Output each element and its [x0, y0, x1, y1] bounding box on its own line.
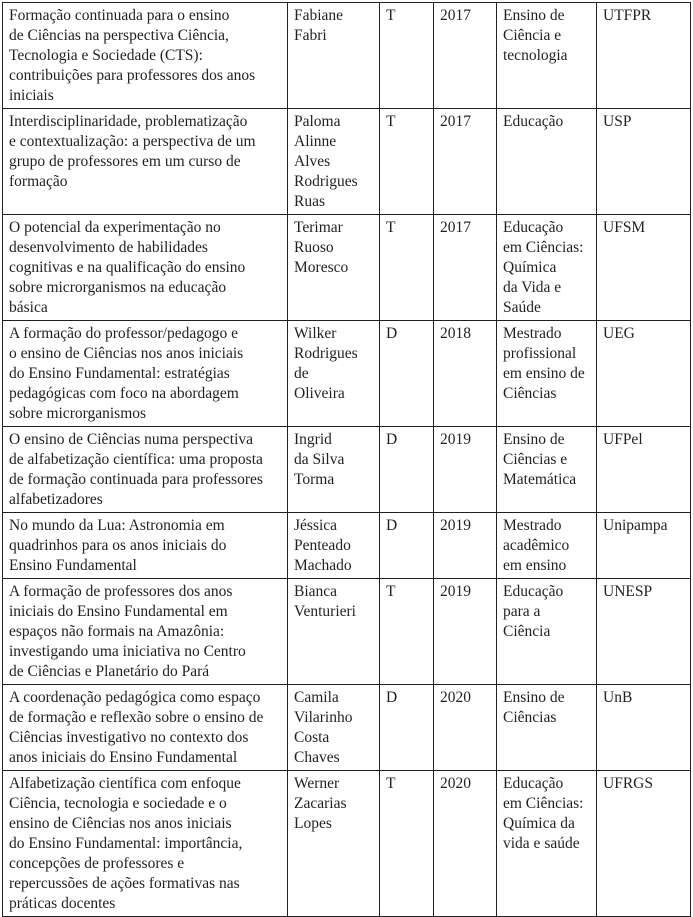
- program-cell: [497, 427, 597, 513]
- institution-cell: [597, 685, 691, 771]
- title-cell: [3, 771, 288, 917]
- program-line: em ensino: [503, 557, 567, 574]
- table-row: [3, 321, 691, 427]
- author-line: Paloma: [294, 113, 341, 130]
- institution-cell: [597, 3, 691, 109]
- year-cell: [434, 685, 497, 771]
- program-line: em Ciências:: [503, 239, 584, 256]
- year-cell: [434, 579, 497, 685]
- title-line: de alfabetização científica: uma proposta: [9, 451, 263, 468]
- year-text: 2019: [440, 431, 471, 448]
- program-line: Mestrado: [503, 325, 562, 342]
- title-line: e contextualização: a perspectiva de um: [9, 133, 256, 150]
- author-cell: [288, 3, 380, 109]
- program-line: Educação: [503, 775, 564, 792]
- title-cell: [3, 109, 288, 215]
- table-body: [3, 3, 691, 917]
- title-line: Formação continuada para o ensino: [9, 7, 230, 24]
- year-text: 2020: [440, 775, 471, 792]
- program-line: para a: [503, 603, 541, 620]
- title-line: Interdisciplinaridade, problematização: [9, 113, 248, 130]
- title-cell: [3, 579, 288, 685]
- institution-cell: [597, 321, 691, 427]
- institution-cell: [597, 215, 691, 321]
- title-line: desenvolvimento de habilidades: [9, 239, 208, 256]
- institution-text: Unipampa: [603, 517, 668, 534]
- year-text: 2017: [440, 113, 471, 130]
- program-cell: [497, 513, 597, 579]
- title-line: O potencial da experimentação no: [9, 219, 221, 236]
- institution-cell: [597, 771, 691, 917]
- type-text: T: [386, 583, 396, 600]
- program-line: Matemática: [503, 471, 577, 488]
- type-cell: [380, 513, 434, 579]
- program-line: Ensino de: [503, 689, 565, 706]
- author-line: Fabiane: [294, 7, 344, 24]
- type-text: D: [386, 431, 398, 448]
- institution-text: UTFPR: [603, 7, 652, 24]
- title-cell: [3, 321, 288, 427]
- type-text: T: [386, 219, 396, 236]
- type-cell: [380, 3, 434, 109]
- title-line: investigando uma iniciativa no Centro: [9, 643, 246, 660]
- year-text: 2019: [440, 517, 471, 534]
- author-line: Venturieri: [294, 603, 356, 620]
- title-line: sobre microrganismos: [9, 405, 147, 422]
- author-line: Camila: [294, 689, 339, 706]
- author-cell: [288, 685, 380, 771]
- program-line: Ciências: [503, 709, 557, 726]
- program-line: tecnologia: [503, 47, 568, 64]
- author-cell: [288, 579, 380, 685]
- type-text: D: [386, 689, 398, 706]
- title-line: de formação e reflexão sobre o ensino de: [9, 709, 264, 726]
- institution-text: UFSM: [603, 219, 646, 236]
- year-cell: [434, 321, 497, 427]
- institution-text: USP: [603, 113, 632, 130]
- title-cell: [3, 513, 288, 579]
- title-cell: [3, 215, 288, 321]
- title-line: o ensino de Ciências nos anos iniciais: [9, 345, 244, 362]
- program-line: Educação: [503, 113, 564, 130]
- program-line: Ensino de: [503, 431, 565, 448]
- table-row: [3, 685, 691, 771]
- type-cell: [380, 215, 434, 321]
- author-line: Machado: [294, 557, 352, 574]
- title-line: formação: [9, 173, 68, 190]
- type-text: T: [386, 775, 396, 792]
- program-line: profissional: [503, 345, 577, 362]
- title-line: Alfabetização científica com enfoque: [9, 775, 241, 792]
- author-line: Terimar: [294, 219, 343, 236]
- title-line: básica: [9, 299, 48, 316]
- institution-cell: [597, 427, 691, 513]
- author-line: Jéssica: [294, 517, 338, 534]
- type-cell: [380, 109, 434, 215]
- program-line: da Vida e: [503, 279, 562, 296]
- program-line: Ciências e: [503, 451, 568, 468]
- table-row: [3, 579, 691, 685]
- title-line: cognitivas e na qualificação do ensino: [9, 259, 246, 276]
- year-cell: [434, 215, 497, 321]
- author-line: Vilarinho: [294, 709, 353, 726]
- type-text: D: [386, 325, 398, 342]
- author-line: Bianca: [294, 583, 338, 600]
- author-cell: [288, 215, 380, 321]
- institution-text: UNESP: [603, 583, 653, 600]
- program-line: Educação: [503, 219, 564, 236]
- author-line: Torma: [294, 471, 335, 488]
- title-line: do Ensino Fundamental: estratégias: [9, 365, 230, 382]
- author-line: Ingrid: [294, 431, 332, 448]
- theses-table: [2, 2, 691, 917]
- year-cell: [434, 513, 497, 579]
- table-row: [3, 427, 691, 513]
- year-text: 2017: [440, 219, 471, 236]
- title-line: iniciais do Ensino Fundamental em: [9, 603, 228, 620]
- program-line: Química da: [503, 815, 575, 832]
- title-line: repercussões de ações formativas nas: [9, 875, 240, 892]
- author-cell: [288, 427, 380, 513]
- author-line: Zacarias: [294, 795, 347, 812]
- author-line: Ruas: [294, 193, 325, 210]
- program-line: Saúde: [503, 299, 541, 316]
- title-line: grupo de professores em um curso de: [9, 153, 241, 170]
- title-line: ensino de Ciências nos anos iniciais: [9, 815, 232, 832]
- year-text: 2019: [440, 583, 471, 600]
- year-cell: [434, 3, 497, 109]
- program-line: Educação: [503, 583, 564, 600]
- title-line: de Ciências na perspectiva Ciência,: [9, 27, 229, 44]
- title-line: A formação de professores dos anos: [9, 583, 233, 600]
- title-line: A formação do professor/pedagogo e: [9, 325, 238, 342]
- institution-text: UnB: [603, 689, 633, 706]
- institution-cell: [597, 579, 691, 685]
- institution-text: UFRGS: [603, 775, 653, 792]
- program-line: Ciências: [503, 385, 557, 402]
- table-row: [3, 3, 691, 109]
- program-line: vida e saúde: [503, 835, 580, 852]
- table-row: [3, 109, 691, 215]
- program-line: em ensino de: [503, 365, 585, 382]
- type-text: T: [386, 113, 396, 130]
- program-line: Ciência: [503, 623, 551, 640]
- author-cell: [288, 771, 380, 917]
- type-text: T: [386, 7, 396, 24]
- author-line: Oliveira: [294, 385, 345, 402]
- author-line: Rodrigues: [294, 345, 358, 362]
- author-line: Wilker: [294, 325, 337, 342]
- type-cell: [380, 685, 434, 771]
- author-line: Costa: [294, 729, 330, 746]
- title-line: No mundo da Lua: Astronomia em: [9, 517, 225, 534]
- program-line: Química: [503, 259, 557, 276]
- program-line: acadêmico: [503, 537, 570, 554]
- title-line: práticas docentes: [9, 895, 116, 912]
- year-cell: [434, 427, 497, 513]
- author-line: Lopes: [294, 815, 332, 832]
- program-cell: [497, 771, 597, 917]
- title-line: Ciência, tecnologia e sociedade e o: [9, 795, 227, 812]
- author-cell: [288, 321, 380, 427]
- title-line: Ciências investigativo no contexto dos: [9, 729, 249, 746]
- type-cell: [380, 579, 434, 685]
- table-row: [3, 513, 691, 579]
- title-cell: [3, 427, 288, 513]
- author-line: Moresco: [294, 259, 349, 276]
- program-cell: [497, 3, 597, 109]
- title-line: sobre microrganismos na educação: [9, 279, 227, 296]
- institution-cell: [597, 109, 691, 215]
- title-line: Ensino Fundamental: [9, 557, 137, 574]
- title-line: contribuições para professores dos anos: [9, 67, 256, 84]
- program-cell: [497, 215, 597, 321]
- type-cell: [380, 321, 434, 427]
- title-line: do Ensino Fundamental: importância,: [9, 835, 243, 852]
- title-line: A coordenação pedagógica como espaço: [9, 689, 261, 706]
- year-cell: [434, 109, 497, 215]
- program-cell: [497, 109, 597, 215]
- title-line: O ensino de Ciências numa perspectiva: [9, 431, 254, 448]
- title-line: de formação continuada para professores: [9, 471, 263, 488]
- author-line: Ruoso: [294, 239, 334, 256]
- author-line: Penteado: [294, 537, 351, 554]
- title-line: espaços não formais na Amazônia:: [9, 623, 225, 640]
- institution-cell: [597, 513, 691, 579]
- author-line: Rodrigues: [294, 173, 358, 190]
- title-line: concepções de professores e: [9, 855, 185, 872]
- program-line: Ensino de: [503, 7, 565, 24]
- year-text: 2018: [440, 325, 471, 342]
- program-line: Ciência e: [503, 27, 562, 44]
- program-line: Mestrado: [503, 517, 562, 534]
- type-text: D: [386, 517, 398, 534]
- program-line: em Ciências:: [503, 795, 584, 812]
- author-line: Chaves: [294, 749, 340, 766]
- title-line: pedagógicas com foco na abordagem: [9, 385, 239, 402]
- year-text: 2020: [440, 689, 471, 706]
- program-cell: [497, 685, 597, 771]
- type-cell: [380, 427, 434, 513]
- author-line: Alinne: [294, 133, 337, 150]
- author-line: da Silva: [294, 451, 345, 468]
- table-row: [3, 771, 691, 917]
- title-cell: [3, 3, 288, 109]
- title-line: quadrinhos para os anos iniciais do: [9, 537, 227, 554]
- author-line: Werner: [294, 775, 340, 792]
- type-cell: [380, 771, 434, 917]
- author-cell: [288, 513, 380, 579]
- program-cell: [497, 321, 597, 427]
- author-line: de: [294, 365, 309, 382]
- author-cell: [288, 109, 380, 215]
- program-cell: [497, 579, 597, 685]
- title-line: Tecnologia e Sociedade (CTS):: [9, 47, 203, 64]
- table-row: [3, 215, 691, 321]
- title-line: de Ciências e Planetário do Pará: [9, 663, 210, 680]
- author-line: Alves: [294, 153, 331, 170]
- year-cell: [434, 771, 497, 917]
- year-text: 2017: [440, 7, 471, 24]
- title-line: iniciais: [9, 87, 54, 104]
- institution-text: UFPel: [603, 431, 643, 448]
- institution-text: UEG: [603, 325, 635, 342]
- title-line: alfabetizadores: [9, 491, 103, 508]
- title-line: anos iniciais do Ensino Fundamental: [9, 749, 238, 766]
- title-cell: [3, 685, 288, 771]
- author-line: Fabri: [294, 27, 327, 44]
